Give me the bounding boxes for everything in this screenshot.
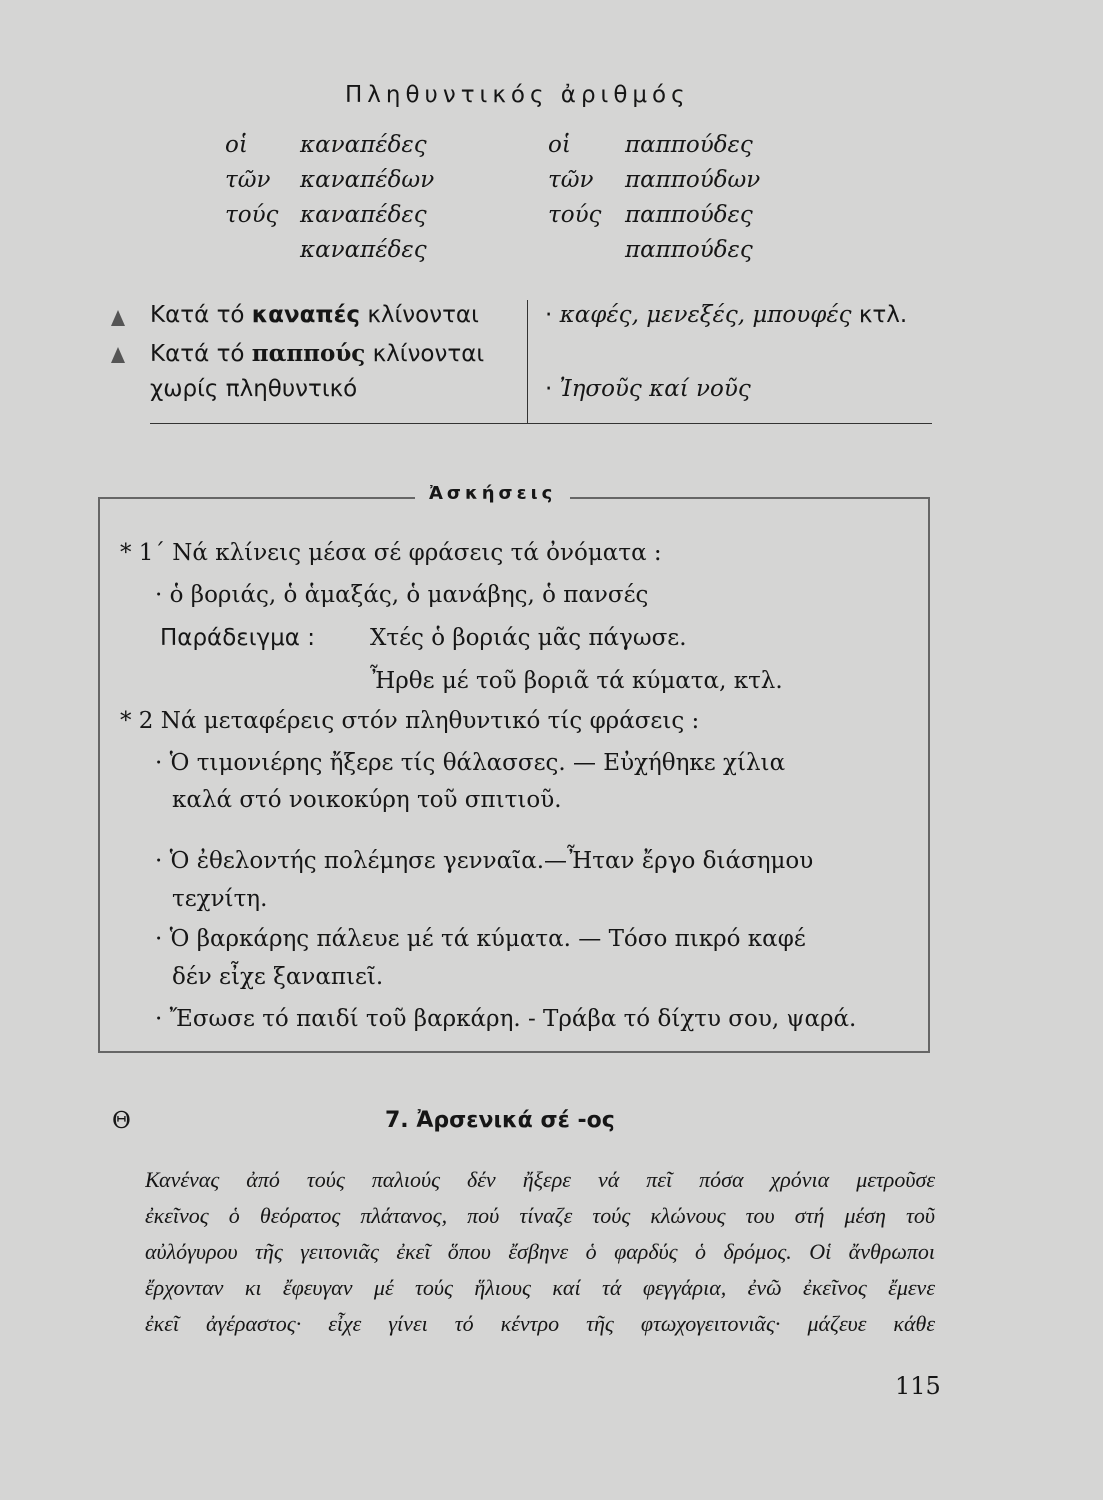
example-label: Παράδειγμα : [160, 625, 315, 651]
example-line: Χτές ὁ βοριάς μᾶς πάγωσε. [370, 625, 687, 651]
noun: παππούδων [625, 167, 761, 193]
example-text: Ἰησοῦς καί νοῦς [559, 376, 751, 402]
noun: παππούδες [625, 132, 753, 158]
paragraph-line: αὐλόγυρου τῆς γειτονιᾶς ἐκεῖ ὅπου ἔσβηνε ὁ φαρδύς ὁ δρόμος. Οἱ ἄνθρωποι [145, 1239, 935, 1264]
exercise-2-item: · Ὁ τιμονιέρης ἤξερε τίς θάλασσες. — Εὐχήθηκε χίλια [155, 750, 786, 776]
triangle-icon [111, 310, 125, 326]
rule-text: Κατά τό [150, 302, 245, 328]
item-text: Ὁ ἐθελοντής πολέμησε γενναῖα.—Ἦταν ἔργο διάσημου [169, 848, 814, 874]
triangle-icon [111, 347, 125, 363]
article: τῶν [548, 167, 594, 193]
theta-marker-icon: Θ [112, 1108, 131, 1134]
section-paragraph [145, 1162, 935, 1342]
exercise-2-heading: * 2 Νά μεταφέρεις στόν πληθυντικό τίς φράσεις : [120, 708, 700, 734]
item-text: Ὁ βαρκάρης πάλευε μέ τά κύματα. — Τόσο πικρό καφέ [169, 926, 806, 952]
plural-title: Πληθυντικός ἀριθμός [345, 82, 690, 108]
page-number: 115 [895, 1372, 941, 1400]
rule-keyword: παππούς [251, 340, 366, 367]
bullet: · [545, 302, 553, 328]
item-continuation: δέν εἶχε ξαναπιεῖ. [172, 964, 384, 990]
article: τούς [225, 202, 279, 228]
rule-text: κλίνονται [367, 302, 479, 328]
rule-text: κλίνονται [372, 341, 485, 367]
example-tail: κτλ. [858, 302, 908, 328]
article: οἱ [548, 132, 571, 158]
rule-keyword: καναπές [251, 302, 361, 328]
paragraph-line: ἐκεῖ ἀγέραστος· εἶχε γίνει τό κέντρο τῆς φτωχογειτονιᾶς· μάζευε κάθε [145, 1311, 935, 1336]
noun: καναπέδων [300, 167, 435, 193]
exercises-title: Ἀσκήσεις [415, 483, 570, 504]
rule-2-examples [545, 376, 751, 402]
article: τῶν [225, 167, 271, 193]
item-continuation: καλά στό νοικοκύρη τοῦ σπιτιοῦ. [172, 787, 562, 813]
noun: παππούδες [625, 202, 753, 228]
item-text: ὁ βοριάς, ὁ ἁμαξάς, ὁ μανάβης, ὁ πανσές [169, 582, 649, 608]
noun: παππούδες [625, 237, 753, 263]
article: τούς [548, 202, 602, 228]
rule-2 [150, 340, 484, 367]
exercise-2-item: · Ἔσωσε τό παιδί τοῦ βαρκάρη. - Τράβα τό δίχτυ σου, ψαρά. [155, 1006, 857, 1032]
item-text: Ὁ τιμονιέρης ἤξερε τίς θάλασσες. — Εὐχήθηκε χίλια [169, 750, 786, 776]
rule-text: Κατά τό [150, 341, 245, 367]
item-continuation: τεχνίτη. [172, 886, 268, 912]
exercise-2-item: · Ὁ ἐθελοντής πολέμησε γενναῖα.—Ἦταν ἔργο διάσημου [155, 848, 814, 874]
rule-2-line2: χωρίς πληθυντικό [150, 376, 358, 402]
paragraph-line: ἔρχονταν κι ἔφευγαν μέ τούς ἥλιους καί τά φεγγάρια, ἐνῶ ἐκεῖνος ἔμενε [145, 1275, 935, 1300]
section-heading: 7. Ἀρσενικά σέ -ος [385, 1108, 615, 1133]
item-text: Ἔσωσε τό παιδί τοῦ βαρκάρη. - Τράβα τό δίχτυ σου, ψαρά. [169, 1006, 857, 1032]
example-line: Ἦρθε μέ τοῦ βοριᾶ τά κύματα, κτλ. [370, 668, 783, 694]
paragraph-line: ἐκεῖνος ὁ θεόρατος πλάτανος, πού τίναζε τούς κλώνους του στή μέση τοῦ [145, 1203, 935, 1228]
rule-1-examples [545, 302, 907, 328]
column-divider [527, 300, 528, 424]
example-text: καφές, μενεξές, μπουφές [559, 302, 852, 328]
exercise-1-item: · ὁ βοριάς, ὁ ἁμαξάς, ὁ μανάβης, ὁ πανσές [155, 582, 649, 608]
noun: καναπέδες [300, 202, 427, 228]
exercise-2-item: · Ὁ βαρκάρης πάλευε μέ τά κύματα. — Τόσο πικρό καφέ [155, 926, 806, 952]
noun: καναπέδες [300, 132, 427, 158]
bullet: · [545, 376, 553, 402]
noun: καναπέδες [300, 237, 427, 263]
section-divider [150, 423, 932, 424]
rule-1 [150, 302, 479, 328]
article: οἱ [225, 132, 248, 158]
exercise-1-heading: * 1΄ Νά κλίνεις μέσα σέ φράσεις τά ὀνόματα : [120, 540, 662, 566]
paragraph-line: Κανένας ἀπό τούς παλιούς δέν ἤξερε νά πεῖ πόσα χρόνια μετροῦσε [145, 1167, 935, 1192]
